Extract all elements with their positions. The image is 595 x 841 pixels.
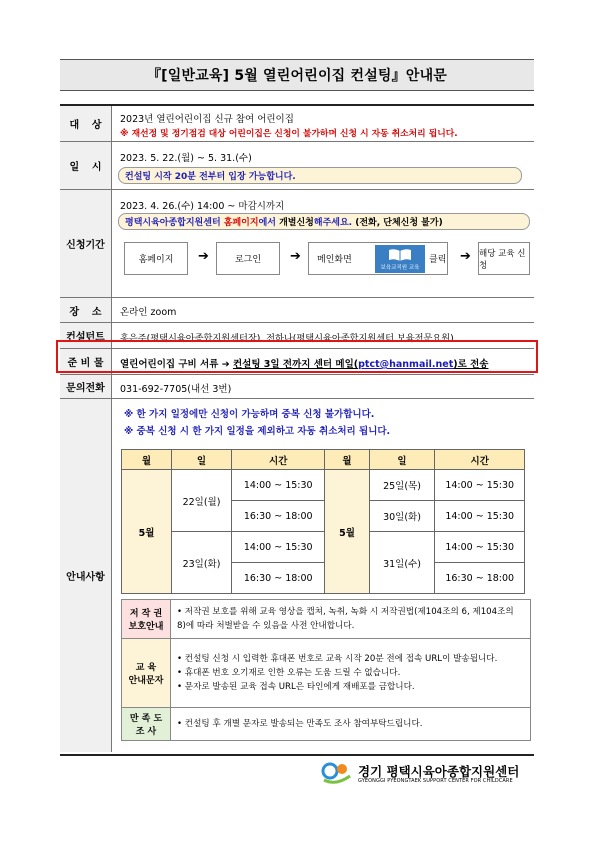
book-icon: 보육교직원 교육 (375, 245, 425, 273)
survey-body: • 컨설팅 후 개별 문자로 발송되는 만족도 조사 참여부탁드립니다. (171, 708, 531, 741)
footer-name: 경기 평택시육아종합지원센터 (358, 764, 520, 779)
consultant-value: 홍은주(평택시육아종합지원센터장), 전하나(평택시육아종합지원센터 보육전문요원) (120, 333, 454, 344)
sms-body: • 컨설팅 신청 시 입력한 휴대폰 번호로 교육 시작 20분 전에 접속 URL이 발송됩니다. • 휴대폰 번호 오기재로 인한 오류는 도움 드릴 수 없습니다. • 문자로 발송된 교육 접속 URL은 타인에게 재배포를 금합니다. (171, 639, 531, 708)
target-text: 2023년 열린어린이집 신규 참여 어린이집 (120, 114, 294, 125)
notes-table (121, 599, 531, 741)
label-apply: 신청기간 (60, 190, 112, 297)
time-cell: 16:30 ~ 18:00 (232, 501, 325, 532)
arrow-icon: ➔ (460, 249, 471, 264)
email-link[interactable]: ptct@hanmail.net (358, 359, 454, 370)
arrow-icon: ➔ (290, 249, 301, 264)
day-cell: 23일(화) (172, 532, 232, 594)
label-date: 일 시 (60, 142, 112, 189)
document-title: 『[일반교육] 5월 열린어린이집 컨설팅』안내문 (60, 59, 534, 91)
footer-logo (320, 760, 540, 790)
label-prep: 준 비 물 (60, 349, 112, 374)
day-cell: 31일(수) (369, 532, 435, 594)
row-apply (60, 190, 534, 298)
apply-note: 평택시육아종합지원센터 홈페이지에서 개별신청해주세요. (전화, 단체신청 불가) (118, 213, 530, 230)
arrow-icon: ➔ (198, 249, 209, 264)
prep-highlight-box (56, 340, 538, 373)
label-guide: 안내사항 (60, 399, 112, 752)
footer-sub: GYEONGGI PYEONGTAEK SUPPORT CENTER FOR CHILDCARE (358, 778, 513, 784)
apply-period: 2023. 4. 26.(수) 14:00 ~ 마감시까지 (120, 201, 285, 212)
target-warning: ※ 재선정 및 정기점검 대상 어린이집은 신청이 불가하며 신청 시 자동 취소처리 됩니다. (120, 129, 458, 139)
schedule-table: 월 일 시간 월 일 시간 5월 22일(월) 14:00 ~ 15:30 5월 25일(목) 14:00 ~ 15:30 16:30 ~ 18:00 30일(화) 14:00 ~ 15:30 23일(화) 14:00 ~ 15:30 31일(수) 14:00 ~ 15:30 16:30 ~ 18:00 16:30 ~ 18:00 (121, 449, 525, 594)
phone-value: 031-692-7705(내선 3번) (120, 384, 232, 395)
center-logo-icon (320, 760, 354, 786)
copyright-body: • 저작권 보호를 위해 교육 영상을 캡쳐, 녹취, 녹화 시 저작권법(제104조의 6, 제104조의 8)에 따라 처벌받을 수 있음을 사전 안내합니다. (171, 600, 531, 639)
date-note: 컨설팅 시작 20분 전부터 입장 가능합니다. (118, 167, 522, 184)
date-text: 2023. 5. 22.(월) ~ 5. 31.(수) (120, 153, 252, 164)
day-cell: 25일(목) (369, 470, 435, 501)
day-cell: 30일(화) (369, 501, 435, 532)
prep-value: 열린어린이집 구비 서류 ➔ 컨설팅 3일 전까지 센터 메일(ptct@hanmail.net)로 전송 (120, 359, 489, 370)
time-cell: 14:00 ~ 15:30 (435, 501, 525, 532)
step-login: 로그인 (216, 242, 280, 275)
time-cell: 16:30 ~ 18:00 (232, 563, 325, 594)
label-consultant: 컨설턴트 (60, 323, 112, 348)
month-cell: 5월 (122, 470, 172, 594)
row-phone (60, 375, 534, 399)
day-cell: 22일(월) (172, 470, 232, 532)
step-apply: 해당 교육 신청 (478, 242, 530, 275)
step-main: 메인화면 보육교직원 교육 클릭 (308, 242, 448, 275)
copyright-head: 저 작 권 보호안내 (122, 600, 171, 639)
time-cell: 16:30 ~ 18:00 (435, 563, 525, 594)
guide-notice-2: ※ 중복 신청 시 한 가지 일정을 제외하고 자동 취소처리 됩니다. (124, 426, 391, 437)
row-target (60, 106, 534, 142)
row-place (60, 298, 534, 323)
time-cell: 14:00 ~ 15:30 (232, 532, 325, 563)
place-value: 온라인 zoom (120, 307, 177, 318)
time-cell: 14:00 ~ 15:30 (435, 470, 525, 501)
time-cell: 14:00 ~ 15:30 (232, 470, 325, 501)
survey-head: 만 족 도 조 사 (122, 708, 171, 741)
label-phone: 문의전화 (60, 375, 112, 398)
row-date (60, 142, 534, 190)
sms-head: 교 육 안내문자 (122, 639, 171, 708)
month-cell: 5월 (325, 470, 369, 594)
time-cell: 14:00 ~ 15:30 (435, 532, 525, 563)
guide-notice-1: ※ 한 가지 일정에만 신청이 가능하며 중복 신청 불가합니다. (124, 409, 375, 420)
label-target: 대 상 (60, 106, 112, 141)
label-place: 장 소 (60, 298, 112, 322)
step-homepage: 홈페이지 (124, 242, 188, 275)
